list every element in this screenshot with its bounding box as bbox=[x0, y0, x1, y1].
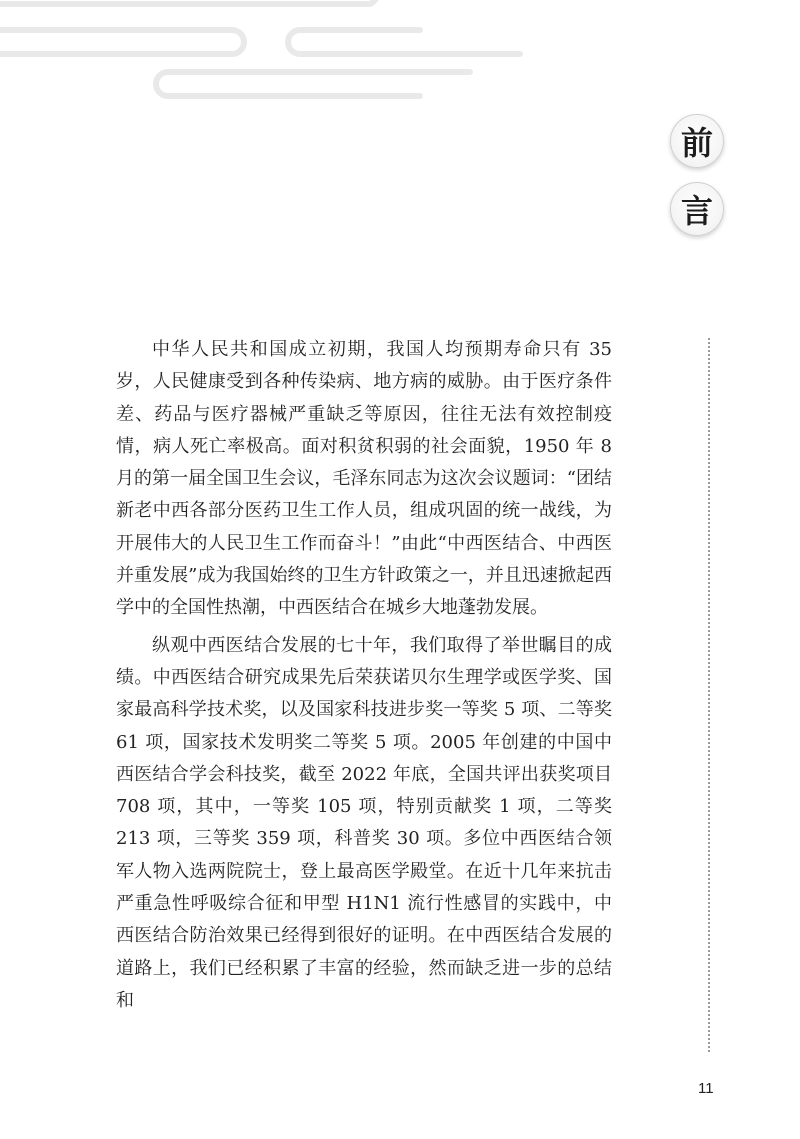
preface-body bbox=[116, 334, 612, 1022]
page-number: 11 bbox=[698, 1080, 714, 1097]
title-char-yan: 言 bbox=[670, 182, 724, 236]
paragraph-2: 纵观中西医结合发展的七十年，我们取得了举世瞩目的成绩。中西医结合研究成果先后荣获诺贝尔生理学或医学奖、国家最高科学技术奖，以及国家科技进步奖一等奖 5 项、二等奖 61 项，国家技术发明奖二等奖 5 项。2005 年创建的中国中西医结合学会科技奖，截至 2022 年底，全国共评出获奖项目 708 项，其中，一等奖 105 项，特别贡献奖 1 项，二等奖 213 项，三等奖 359 项，科普奖 30 项。多位中西医结合领军人物入选两院院士，登上最高医学殿堂。在近十几年来抗击严重急性呼吸综合征和甲型 H1N1 流行性感冒的实践中，中西医结合防治效果已经得到很好的证明。在中西医结合发展的道路上，我们已经积累了丰富的经验，然而缺乏进一步的总结和 bbox=[116, 634, 612, 1011]
title-char-qian: 前 bbox=[670, 114, 724, 168]
decorative-header-lines bbox=[0, 0, 800, 110]
dotted-side-rule bbox=[708, 338, 710, 1052]
paragraph-1: 中华人民共和国成立初期，我国人均预期寿命只有 35 岁，人民健康受到各种传染病、地方病的威胁。由于医疗条件差、药品与医疗器械严重缺乏等原因，往往无法有效控制疫情，病人死亡率极高。面对积贫积弱的社会面貌，1950 年 8 月的第一届全国卫生会议，毛泽东同志为这次会议题词：“团结新老中西各部分医药卫生工作人员，组成巩固的统一战线，为开展伟大的人民卫生工作而奋斗！”由此“中西医结合、中西医并重发展”成为我国始终的卫生方针政策之一，并且迅速掀起西学中的全国性热潮，中西医结合在城乡大地蓬勃发展。 bbox=[116, 339, 612, 619]
